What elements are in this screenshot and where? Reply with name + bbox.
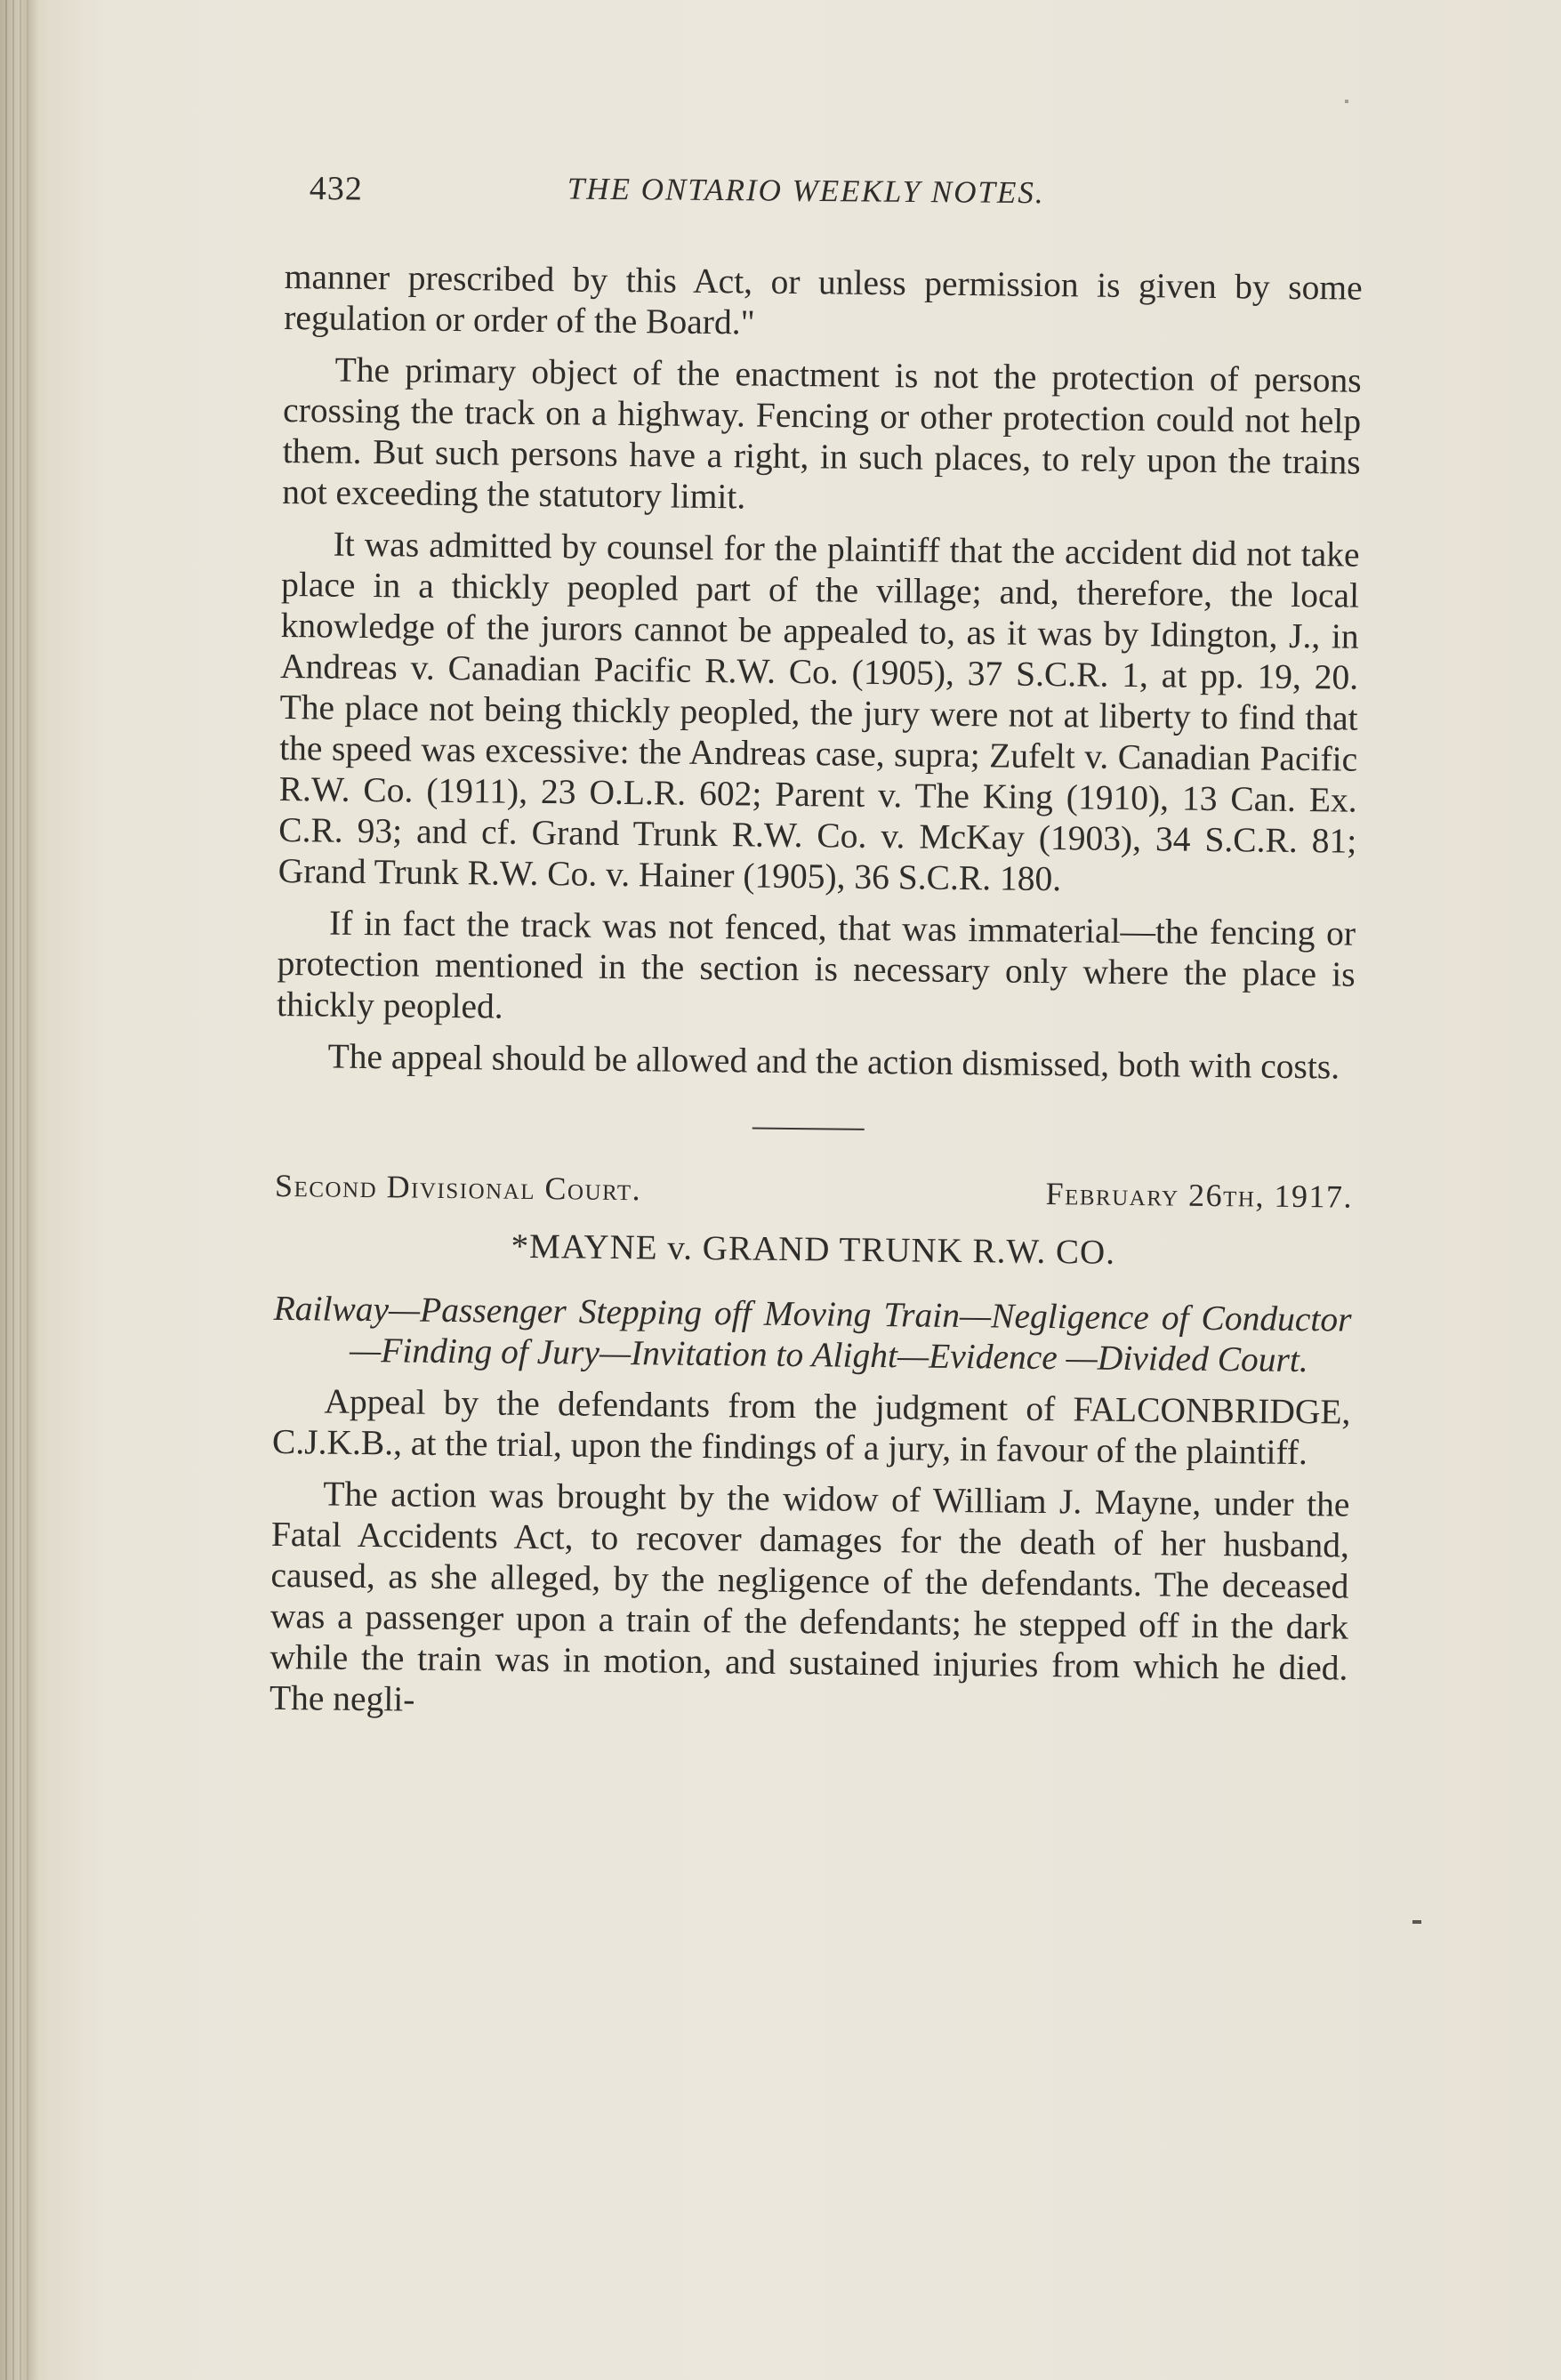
paragraph: Appeal by the defendants from the judgment of FALCONBRIDGE, C.J.K.B., at the trial, upon the findings of a jury, in favour of the plaintiff. <box>271 1381 1351 1473</box>
court-line <box>275 1165 1353 1218</box>
paragraph: If in fact the track was not fenced, that was immaterial—the fencing or protection mentioned in the section is necessary only where the place is thickly peopled. <box>276 903 1356 1026</box>
paragraph: The appeal should be allowed and the action dismissed, both with costs. <box>327 1036 1340 1087</box>
page-header <box>309 169 1096 229</box>
ink-speck <box>1412 1920 1421 1924</box>
court-date: February 26th, 1917. <box>1045 1176 1354 1215</box>
divider-rule <box>752 1128 865 1130</box>
spine-edge-line <box>27 0 28 2380</box>
page-number: 432 <box>309 169 363 208</box>
paragraph: The primary object of the enactment is not the protection of persons crossing the track on a highway. Fencing or other protection could not help them. But such persons have a right, in such places, to rely upon the trains not exceeding the statutory limit. <box>281 350 1362 517</box>
paragraph: It was admitted by counsel for the plaintiff that the accident did not take place in a thickly peopled part of the village; and, therefore, the local knowledge of the jurors cannot be appealed to, as it was by Idington, J., in Andreas v. Canadian Pacific R.W. Co. (1905), 37 S.C.R. 1, at pp. 19, 20. The place not being thickly peopled, the jury were not at liberty to find that the speed was excessive: the Andreas case, supra; Zufelt v. Canadian Pacific R.W. Co. (1911), 23 O.L.R. 602; Parent v. The King (1910), 13 Can. Ex. C.R. 93; and cf. Grand Trunk R.W. Co. v. McKay (1903), 34 S.C.R. 81; Grand Trunk R.W. Co. v. Hainer (1905), 36 S.C.R. 180. <box>278 524 1360 899</box>
spine-edge-line <box>5 0 7 2380</box>
body-text <box>270 256 1363 1741</box>
ink-speck <box>1345 100 1348 103</box>
headnote: Railway—Passenger Stepping off Moving Train—Negligence of Conductor—Finding of Jury—Invitation to Alight—Evidence —Divided Court. <box>273 1288 1352 1380</box>
paragraph: manner prescribed by this Act, or unless permission is given by some regulation or order of the Board." <box>284 256 1363 342</box>
court-name: Second Divisional Court. <box>274 1167 642 1208</box>
section-divider <box>275 1087 1354 1164</box>
running-title: THE ONTARIO WEEKLY NOTES. <box>567 171 1045 211</box>
case-title: *MAYNE v. GRAND TRUNK R.W. CO. <box>511 1226 1116 1272</box>
spine-edge-line <box>20 0 21 2380</box>
paragraph: The action was brought by the widow of William J. Mayne, under the Fatal Accidents Act, to recover damages for the death of her husband, caused, as she alleged, by the negligence of the defendants. The deceased was a passenger upon a train of the defendants; he stepped off in the dark while the train was in motion, and sustained injuries from which he died. The negli- <box>269 1474 1350 1719</box>
spine-edge-line <box>12 0 14 2380</box>
book-spine <box>0 0 52 2380</box>
